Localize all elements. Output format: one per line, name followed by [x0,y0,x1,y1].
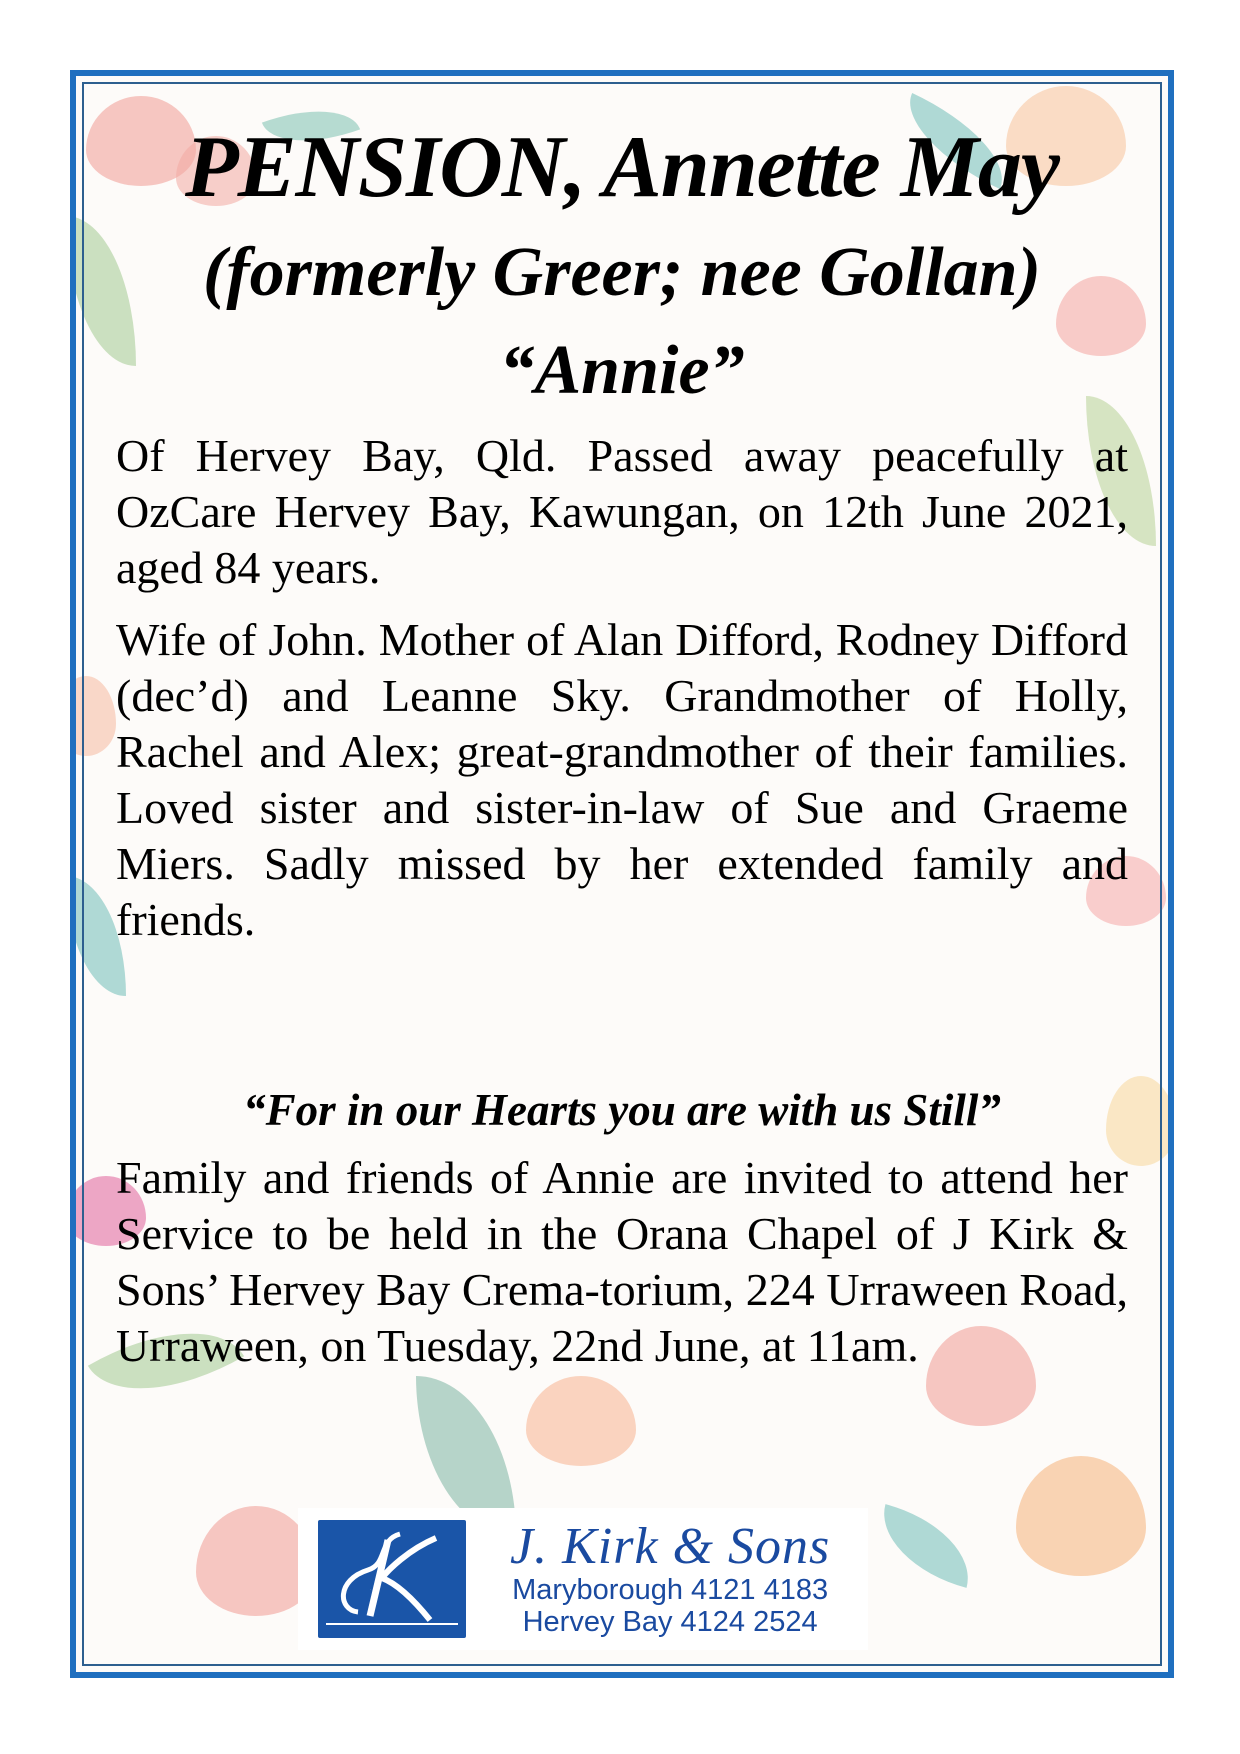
family-paragraph: Wife of John. Mother of Alan Difford, Rodney Difford (dec’d) and Leanne Sky. Grandmother of Holly, Rachel and Alex; great-grandmother of their families. Loved sister and sister-in-law of Sue and Graeme Miers. Sadly missed by her extended family and friends. [116,614,1128,945]
kirk-monogram-icon [318,1520,466,1638]
phone-hervey-bay: Hervey Bay 4124 2524 [522,1606,818,1638]
deceased-name: PENSION, Annette May [185,119,1059,216]
funeral-director-logo [298,1508,868,1650]
death-details-paragraph: Of Hervey Bay, Qld. Passed away peacefully at OzCare Hervey Bay, Kawungan, on 12th June 2021, aged 84 years. [116,430,1128,593]
service-details-paragraph: Family and friends of Annie are invited to attend her Service to be held in the Orana Chapel of J Kirk & Sons’ Hervey Bay Crema-torium, 224 Urraween Road, Urraween, on Tuesday, 22nd June, at 11am. [116,1152,1128,1371]
former-names: (formerly Greer; nee Gollan) [203,234,1041,311]
svg-text:K: K [370,1590,371,1591]
nickname: “Annie” [499,332,745,409]
funeral-director-name: J. Kirk & Sons [510,1518,831,1575]
phone-maryborough: Maryborough 4121 4183 [512,1574,829,1606]
obituary-notice-frame [70,70,1174,1678]
notice-content [76,76,1168,1672]
memorial-verse: “For in our Hearts you are with us Still” [243,1085,1001,1135]
funeral-director-info [510,1520,830,1638]
